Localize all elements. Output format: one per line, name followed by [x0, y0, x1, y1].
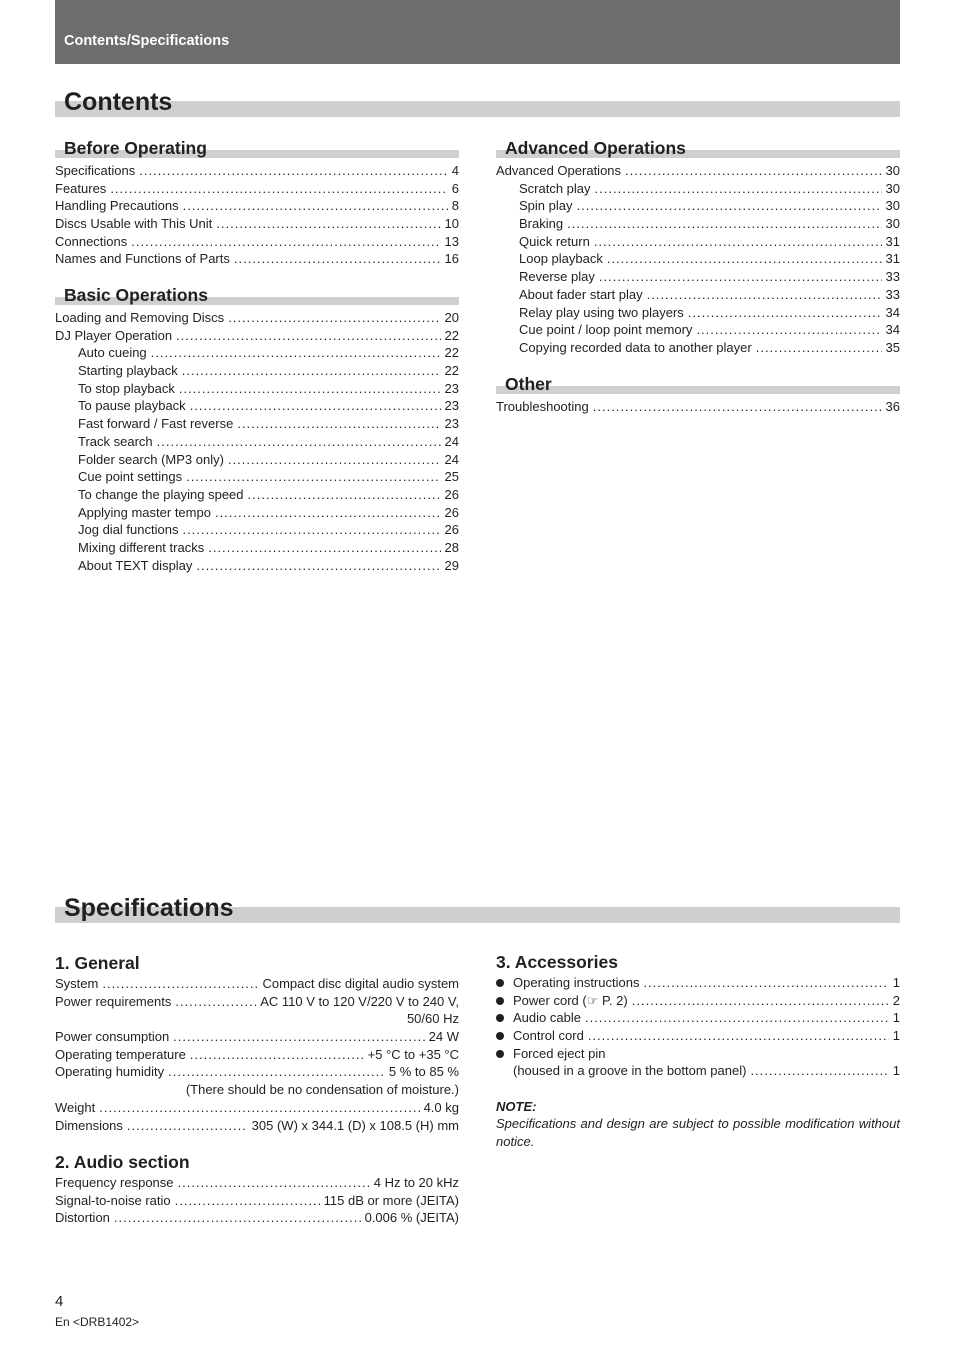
spec-row-weight [55, 1099, 459, 1117]
spec-value: AC 110 V to 120 V/220 V to 240 V, [260, 993, 459, 1009]
spec-label: Operating temperature [55, 1046, 186, 1062]
bullet-icon [496, 979, 504, 987]
dot-leader [216, 215, 440, 233]
toc-entry-label: To change the playing speed [78, 486, 244, 502]
dot-leader [696, 321, 881, 339]
accessory-label-detail: (housed in a groove in the bottom panel) [513, 1063, 747, 1079]
toc-entry [496, 339, 900, 357]
spec-label: System [55, 976, 99, 991]
toc-entry [496, 197, 900, 215]
spec-row-operating-temperature [55, 1046, 459, 1064]
spec-label: Weight [55, 1099, 96, 1115]
toc-entry [496, 286, 900, 304]
toc-entry-label: Applying master tempo [78, 504, 211, 520]
toc-entry [55, 486, 459, 504]
spec-label: Distortion [55, 1210, 110, 1226]
toc-entry-page: 30 [885, 216, 900, 232]
toc-entry [55, 362, 459, 380]
bullet-icon [496, 1050, 504, 1058]
toc-entry-page: 23 [444, 380, 459, 396]
toc-entry-label: Track search [78, 433, 153, 449]
toc-entry-page: 22 [444, 345, 459, 361]
spec-value: 0.006 % (JEITA) [364, 1210, 459, 1226]
accessory-row-forced-eject-pin-detail [496, 1062, 900, 1080]
toc-entry-page: 22 [444, 327, 459, 343]
spec-value: 4 Hz to 20 kHz [373, 1175, 459, 1190]
toc-entry-page: 31 [885, 233, 900, 249]
spec-value-continued: (There should be no condensation of moisture.) [185, 1082, 459, 1098]
spec-row-distortion [55, 1209, 459, 1227]
accessory-row-control-cord [496, 1027, 900, 1045]
audio-spec-list [55, 1174, 459, 1227]
dot-leader [182, 521, 440, 539]
header-title: Contents/Specifications [64, 33, 230, 49]
toc-entry-page: 8 [451, 198, 459, 214]
accessories-list [496, 974, 900, 1080]
toc-entry-page: 34 [885, 322, 900, 338]
specifications-title-block [55, 883, 900, 923]
spec-row-operating-humidity [55, 1063, 459, 1081]
dot-leader [151, 344, 441, 362]
toc-entry-label: DJ Player Operation [55, 327, 173, 343]
toc-entry [55, 327, 459, 345]
accessory-row-audio-cable [496, 1009, 900, 1027]
toc-entry-page: 22 [444, 363, 459, 379]
dot-leader [594, 233, 882, 251]
toc-entry [496, 233, 900, 251]
toc-entry-page: 28 [444, 539, 459, 555]
dot-leader [157, 433, 441, 451]
toc-entry [55, 309, 459, 327]
toc-entry [55, 557, 459, 575]
toc-entry [55, 162, 459, 180]
dot-leader [237, 415, 440, 433]
toc-entry [496, 215, 900, 233]
toc-entry-label: Troubleshooting [496, 399, 589, 414]
toc-entry [55, 504, 459, 522]
note-label: NOTE: [496, 1099, 537, 1114]
accessories-heading: 3. Accessories [496, 952, 618, 972]
other-list [496, 398, 900, 416]
spec-row-power-consumption [55, 1028, 459, 1046]
toc-entry [55, 250, 459, 268]
spec-label: Frequency response [55, 1175, 174, 1190]
toc-entry-label: To stop playback [78, 380, 175, 396]
dot-leader [110, 180, 447, 198]
dot-leader [228, 451, 441, 469]
toc-entry-page: 4 [451, 163, 459, 178]
toc-entry-label: Jog dial functions [78, 522, 179, 538]
toc-entry-label: Names and Functions of Parts [55, 251, 230, 267]
section-underline-bar [496, 386, 900, 394]
spec-label: Power requirements [55, 993, 172, 1009]
other-heading-block [496, 368, 900, 394]
toc-entry [55, 397, 459, 415]
toc-entry-label: Copying recorded data to another player [519, 339, 752, 355]
page-number: 4 [55, 1293, 64, 1310]
toc-entry-label: To pause playback [78, 398, 186, 414]
dot-leader [182, 362, 441, 380]
toc-entry-page: 24 [444, 433, 459, 449]
toc-entry-page: 34 [885, 304, 900, 320]
accessory-label: Forced eject pin [513, 1045, 606, 1061]
spec-row-signal-to-noise [55, 1192, 459, 1210]
accessory-label: Control cord [513, 1028, 584, 1044]
toc-entry-label: Specifications [55, 163, 136, 178]
dot-leader [179, 380, 441, 398]
toc-entry-page: 35 [885, 339, 900, 355]
toc-entry-label: About fader start play [519, 286, 643, 302]
toc-entry-page: 23 [444, 398, 459, 414]
spec-label: Operating humidity [55, 1064, 165, 1080]
dot-leader [208, 539, 440, 557]
spec-label: Signal-to-noise ratio [55, 1192, 171, 1208]
spec-row-power-requirements [55, 993, 459, 1011]
toc-entry [55, 468, 459, 486]
spec-value: Compact disc digital audio system [262, 976, 459, 991]
toc-entry-page: 24 [444, 451, 459, 467]
toc-entry-page: 25 [444, 469, 459, 485]
bullet-icon [496, 1032, 504, 1040]
accessory-qty: 1 [892, 1028, 900, 1044]
toc-entry [55, 180, 459, 198]
dot-leader [607, 250, 882, 268]
spec-row-frequency-response [55, 1174, 459, 1192]
dot-leader [248, 486, 441, 504]
dot-leader [176, 327, 440, 345]
toc-entry-page: 33 [885, 269, 900, 285]
toc-entry [55, 233, 459, 251]
toc-entry [496, 304, 900, 322]
dot-leader [688, 304, 882, 322]
dot-leader [215, 504, 441, 522]
toc-entry-label: Cue point / loop point memory [519, 322, 693, 338]
bullet-icon [496, 997, 504, 1005]
before-operating-heading: Before Operating [64, 137, 207, 158]
toc-entry [496, 250, 900, 268]
toc-entry [496, 268, 900, 286]
toc-entry [55, 539, 459, 557]
audio-section-heading: 2. Audio section [55, 1152, 190, 1172]
toc-entry [496, 398, 900, 416]
toc-entry-page: 30 [885, 163, 900, 178]
toc-entry-page: 13 [444, 233, 459, 249]
accessory-label: Audio cable [513, 1010, 581, 1026]
before-operating-heading-block [55, 132, 459, 158]
dot-leader [576, 197, 881, 215]
spec-label: Dimensions [55, 1117, 123, 1133]
toc-entry-label: Loading and Removing Discs [55, 310, 225, 325]
basic-operations-heading-block [55, 279, 459, 305]
spec-row-system [55, 975, 459, 993]
toc-entry-page: 33 [885, 286, 900, 302]
toc-entry-label: Features [55, 180, 107, 196]
bullet-icon [496, 1014, 504, 1022]
note-text: Specifications and design are subject to possible modification without notice. [496, 1116, 900, 1149]
toc-entry-label: Folder search (MP3 only) [78, 451, 224, 467]
toc-entry-label: Reverse play [519, 269, 595, 285]
toc-entry-page: 10 [444, 216, 459, 232]
toc-entry-label: Starting playback [78, 363, 178, 379]
toc-entry-label: Connections [55, 233, 128, 249]
basic-operations-heading: Basic Operations [64, 284, 208, 305]
toc-entry-page: 16 [444, 251, 459, 267]
toc-entry-label: Scratch play [519, 180, 591, 196]
toc-entry-page: 23 [444, 416, 459, 432]
accessory-row-operating-instructions [496, 974, 900, 992]
toc-entry-page: 30 [885, 180, 900, 196]
dot-leader [567, 215, 881, 233]
dot-leader [183, 197, 448, 215]
toc-entry [496, 321, 900, 339]
general-spec-list [55, 975, 459, 1134]
dot-leader [595, 180, 882, 198]
toc-entry [55, 433, 459, 451]
advanced-operations-heading: Advanced Operations [505, 137, 686, 158]
toc-entry-label: Quick return [519, 233, 590, 249]
dot-leader [599, 268, 882, 286]
toc-entry [55, 215, 459, 233]
toc-entry-label: About TEXT display [78, 557, 193, 573]
toc-entry [55, 380, 459, 398]
accessory-qty: 1 [892, 975, 900, 990]
toc-entry [55, 451, 459, 469]
dot-leader [234, 250, 441, 268]
accessory-label: Power cord (☞ P. 2) [513, 992, 628, 1008]
spec-value-continued: 50/60 Hz [406, 1011, 459, 1027]
specifications-title: Specifications [64, 894, 234, 922]
toc-entry-label: Cue point settings [78, 469, 183, 485]
accessory-row-power-cord [496, 992, 900, 1010]
toc-entry [55, 415, 459, 433]
dot-leader [131, 233, 440, 251]
accessory-qty: 2 [892, 992, 900, 1008]
accessory-row-forced-eject-pin [496, 1045, 900, 1063]
accessory-qty: 1 [892, 1063, 900, 1079]
toc-entry-page: 30 [885, 198, 900, 214]
title-underline-bar [55, 101, 900, 117]
contents-title: Contents [64, 88, 173, 116]
toc-entry-label: Mixing different tracks [78, 539, 205, 555]
dot-leader [625, 162, 882, 180]
toc-entry [55, 521, 459, 539]
spec-value: 4.0 kg [423, 1099, 459, 1115]
dot-leader [139, 162, 448, 180]
toc-entry [496, 162, 900, 180]
dot-leader [196, 557, 440, 575]
advanced-operations-list [496, 162, 900, 357]
contents-title-block [55, 77, 900, 117]
toc-entry-page: 36 [885, 399, 900, 414]
toc-entry-label: Fast forward / Fast reverse [78, 416, 234, 432]
spec-value: 115 dB or more (JEITA) [323, 1192, 459, 1208]
dot-leader [228, 309, 440, 327]
toc-entry-label: Advanced Operations [496, 163, 622, 178]
accessory-label: Operating instructions [513, 975, 640, 990]
dot-leader [190, 397, 441, 415]
dot-leader [186, 468, 440, 486]
spec-value: 305 (W) x 344.1 (D) x 108.5 (H) mm [251, 1117, 459, 1133]
general-heading: 1. General [55, 953, 140, 973]
dot-leader [593, 398, 882, 416]
toc-entry-page: 26 [444, 522, 459, 538]
toc-entry-page: 6 [451, 180, 459, 196]
other-heading: Other [505, 373, 552, 394]
spec-value: +5 °C to +35 °C [367, 1046, 459, 1062]
toc-entry-page: 29 [444, 557, 459, 573]
toc-entry [55, 344, 459, 362]
toc-entry-label: Spin play [519, 198, 573, 214]
toc-entry-label: Handling Precautions [55, 198, 179, 214]
toc-entry-page: 26 [444, 486, 459, 502]
toc-entry [55, 197, 459, 215]
toc-entry-page: 26 [444, 504, 459, 520]
dot-leader [647, 286, 882, 304]
toc-entry-page: 31 [885, 251, 900, 267]
document-code: En <DRB1402> [55, 1315, 140, 1329]
spec-value: 24 W [428, 1029, 459, 1045]
toc-entry-label: Relay play using two players [519, 304, 684, 320]
spec-value: 5 % to 85 % [388, 1064, 459, 1080]
toc-entry [496, 180, 900, 198]
before-operating-list [55, 162, 459, 268]
toc-entry-page: 20 [444, 310, 459, 325]
toc-entry-label: Discs Usable with This Unit [55, 216, 213, 232]
basic-operations-list [55, 309, 459, 574]
advanced-operations-heading-block [496, 132, 900, 158]
toc-entry-label: Braking [519, 216, 564, 232]
toc-entry-label: Loop playback [519, 251, 603, 267]
spec-label: Power consumption [55, 1029, 170, 1045]
spec-row-dimensions [55, 1117, 459, 1135]
dot-leader [756, 339, 882, 357]
page-header-bar [55, 0, 900, 64]
toc-entry-label: Auto cueing [78, 345, 147, 361]
accessory-qty: 1 [892, 1010, 900, 1026]
